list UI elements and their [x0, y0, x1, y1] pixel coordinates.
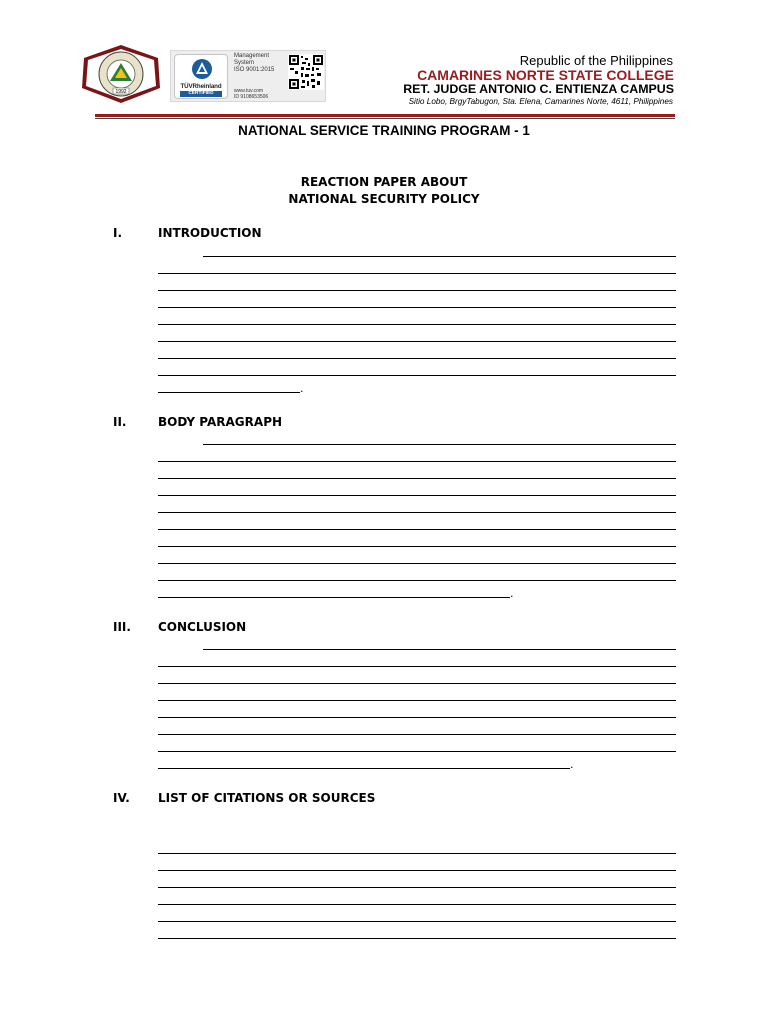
citations-blank-line[interactable] [158, 853, 676, 854]
citations-blank-line[interactable] [158, 938, 676, 939]
body-blank-line[interactable] [158, 461, 676, 462]
paper-title-line-1: REACTION PAPER ABOUT [300, 175, 468, 189]
citations-blank-line[interactable] [158, 904, 676, 905]
citations-blank-line[interactable] [158, 921, 676, 922]
citations-blank-line[interactable] [158, 887, 676, 888]
section-heading-introduction: INTRODUCTION [158, 226, 262, 240]
header-divider-black [95, 118, 675, 119]
cert-line-3: ISO 9001:2015 [234, 67, 275, 73]
cert-id: ID 9108653506 [234, 94, 269, 100]
conclusion-blank-line[interactable] [158, 734, 676, 735]
introduction-blank-line[interactable] [158, 324, 676, 325]
introduction-blank-line[interactable] [158, 341, 676, 342]
introduction-blank-line[interactable] [203, 256, 676, 257]
conclusion-blank-line[interactable] [158, 683, 676, 684]
tuv-logo [174, 54, 228, 99]
tuv-triangle-icon [191, 58, 213, 80]
paper-title-line-2: NATIONAL SECURITY POLICY [288, 192, 480, 206]
tuv-brand: TÜVRheinland [180, 83, 222, 90]
tuv-certification-badge [170, 50, 326, 102]
body-blank-line[interactable] [203, 444, 676, 445]
section-heading-citations: LIST OF CITATIONS OR SOURCES [158, 791, 376, 805]
introduction-blank-line[interactable] [158, 358, 676, 359]
introduction-blank-line[interactable] [158, 273, 676, 274]
section-numeral-4: IV. [113, 791, 130, 805]
body-blank-line[interactable] [158, 529, 676, 530]
introduction-blank-line[interactable] [158, 375, 676, 376]
section-heading-conclusion: CONCLUSION [158, 620, 247, 634]
body-end-mark: . [510, 587, 514, 600]
introduction-blank-line[interactable] [158, 307, 676, 308]
conclusion-blank-line[interactable] [203, 649, 676, 650]
introduction-blank-line-end[interactable] [158, 392, 300, 393]
section-numeral-3: III. [113, 620, 131, 634]
seal-year: 1992 [115, 89, 127, 95]
college-name: CAMARINES NORTE STATE COLLEGE [417, 67, 674, 83]
body-blank-line[interactable] [158, 495, 676, 496]
introduction-blank-line[interactable] [158, 290, 676, 291]
section-numeral-2: II. [113, 415, 127, 429]
qr-code-icon [288, 54, 324, 90]
introduction-end-mark: . [300, 382, 304, 395]
conclusion-blank-line-end[interactable] [158, 768, 570, 769]
cert-line-2: System [234, 60, 255, 66]
body-blank-line[interactable] [158, 563, 676, 564]
section-numeral-1: I. [113, 226, 123, 240]
campus-address: Sitio Lobo, BrgyTabugon, Sta. Elena, Camarines Norte, 4611, Philippines [408, 97, 673, 106]
campus-name: RET. JUDGE ANTONIO C. ENTIENZA CAMPUS [403, 82, 674, 96]
body-blank-line[interactable] [158, 478, 676, 479]
republic-label: Republic of the Philippines [519, 53, 673, 68]
conclusion-blank-line[interactable] [158, 751, 676, 752]
cert-line-1: Management [234, 53, 270, 59]
cert-website: www.tuv.com [234, 88, 264, 94]
section-heading-body-paragraph: BODY PARAGRAPH [158, 415, 283, 429]
citations-blank-line[interactable] [158, 870, 676, 871]
body-blank-line[interactable] [158, 546, 676, 547]
conclusion-end-mark: . [570, 758, 574, 771]
header-divider-red [95, 114, 675, 117]
college-seal-logo [80, 44, 162, 104]
conclusion-blank-line[interactable] [158, 700, 676, 701]
body-blank-line[interactable] [158, 580, 676, 581]
body-blank-line-end[interactable] [158, 597, 510, 598]
program-title: NATIONAL SERVICE TRAINING PROGRAM - 1 [238, 123, 530, 138]
conclusion-blank-line[interactable] [158, 666, 676, 667]
tuv-certified-label: CERTIFIED [180, 91, 222, 97]
conclusion-blank-line[interactable] [158, 717, 676, 718]
body-blank-line[interactable] [158, 512, 676, 513]
